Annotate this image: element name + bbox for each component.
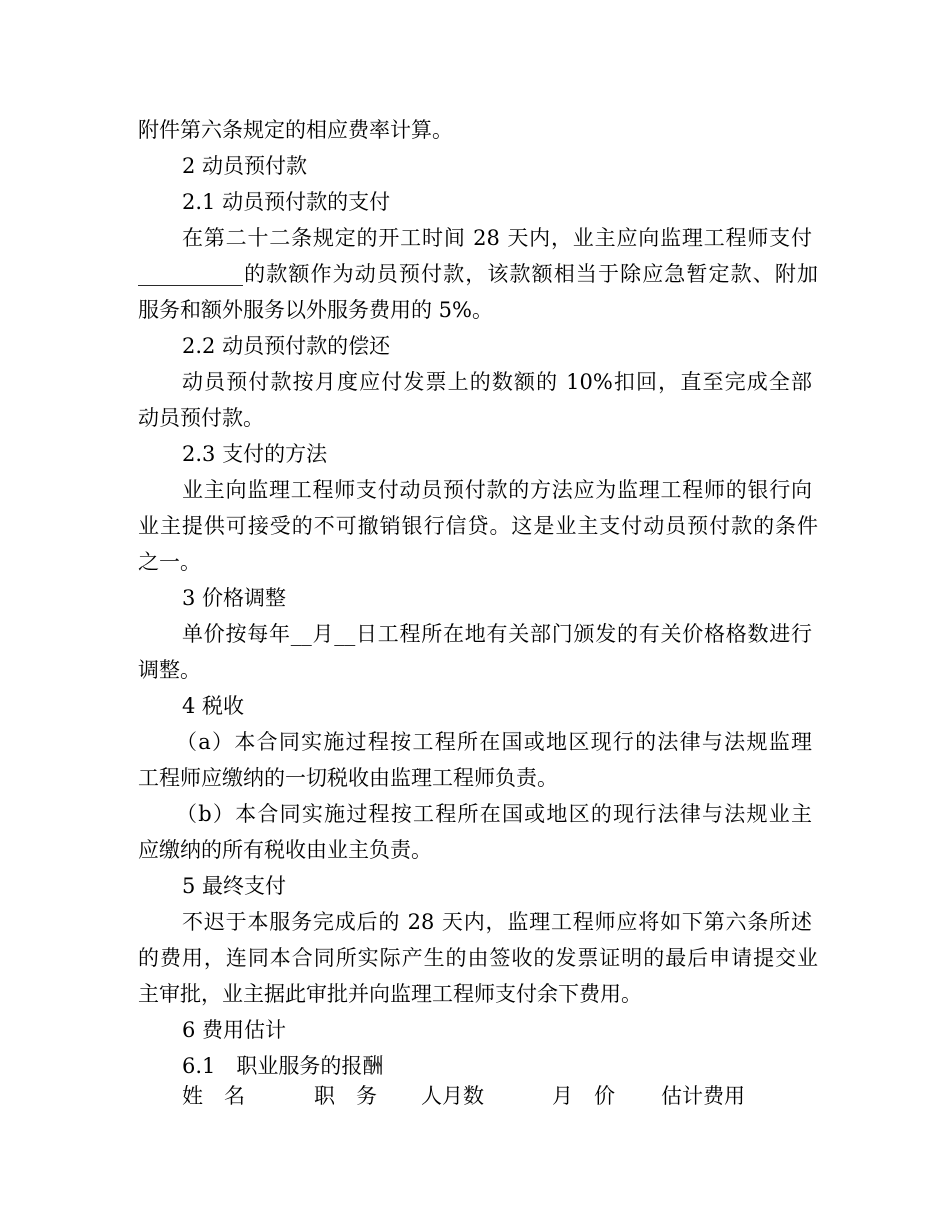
paragraph-line: 在第二十二条规定的开工时间 28 天内，业主应向监理工程师支付 — [182, 226, 812, 250]
column-header-name: 姓 名 — [182, 1084, 245, 1108]
paragraph-line: （b）本合同实施过程按工程所在国或地区的现行法律与法规业主 — [176, 802, 812, 826]
heading-2-2-repayment: 2.2 动员预付款的偿还 — [182, 334, 391, 358]
paragraph-line: 主审批，业主据此审批并向监理工程师支付余下费用。 — [138, 982, 642, 1006]
heading-5-final-payment: 5 最终支付 — [182, 874, 287, 898]
paragraph-line: 应缴纳的所有税收由业主负责。 — [138, 838, 432, 862]
column-header-man-months: 人月数 — [421, 1084, 484, 1108]
heading-2-3-method: 2.3 支付的方法 — [182, 442, 328, 466]
column-header-monthly-rate: 月 价 — [552, 1084, 615, 1108]
paragraph-line: 的费用，连同本合同所实际产生的由签收的发票证明的最后申请提交业 — [138, 946, 818, 970]
column-header-estimated-cost: 估计费用 — [661, 1084, 745, 1108]
paragraph-line: __________的款额作为动员预付款，该款额相当于除应急暂定款、附加 — [138, 262, 818, 286]
paragraph-line: 工程师应缴纳的一切税收由监理工程师负责。 — [138, 766, 558, 790]
paragraph-line: 服务和额外服务以外服务费用的 5%。 — [138, 298, 493, 322]
paragraph-line: 业主向监理工程师支付动员预付款的方法应为监理工程师的银行向 — [182, 478, 812, 502]
paragraph-line: 之一。 — [138, 550, 201, 574]
heading-3-price-adjustment: 3 价格调整 — [182, 586, 287, 610]
heading-2-1-payment: 2.1 动员预付款的支付 — [182, 190, 391, 214]
heading-2-mobilization-advance: 2 动员预付款 — [182, 154, 308, 178]
heading-4-taxation: 4 税收 — [182, 694, 245, 718]
paragraph-line: 调整。 — [138, 658, 201, 682]
paragraph-line: 动员预付款。 — [138, 406, 264, 430]
paragraph-line: 不迟于本服务完成后的 28 天内，监理工程师应将如下第六条所述 — [182, 910, 812, 934]
paragraph-line: 动员预付款按月度应付发票上的数额的 10%扣回，直至完成全部 — [182, 370, 812, 394]
heading-6-1-professional-fees: 6.1 职业服务的报酬 — [182, 1054, 384, 1078]
heading-6-cost-estimate: 6 费用估计 — [182, 1018, 287, 1042]
paragraph-line: 单价按每年__月__日工程所在地有关部门颁发的有关价格格数进行 — [182, 622, 812, 646]
text-line-1: 附件第六条规定的相应费率计算。 — [138, 118, 453, 142]
paragraph-line: （a）本合同实施过程按工程所在国或地区现行的法律与法规监理 — [176, 730, 812, 754]
column-header-position: 职 务 — [314, 1084, 377, 1108]
paragraph-line: 业主提供可接受的不可撤销银行信贷。这是业主支付动员预付款的条件 — [138, 514, 818, 538]
